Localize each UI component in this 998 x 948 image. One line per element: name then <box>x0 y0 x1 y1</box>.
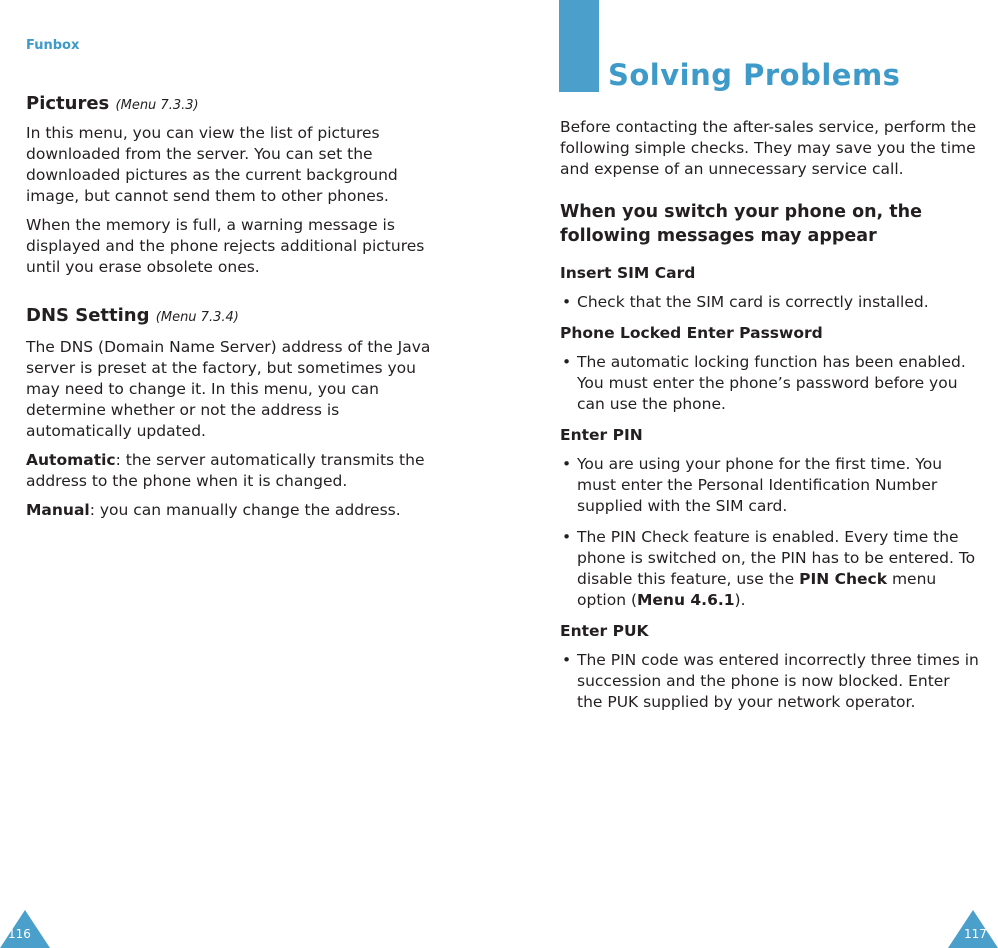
dns-manual <box>26 500 446 521</box>
bullet-text: The PIN code was entered incorrectly three times in succession and the phone is now blocked. Enter the PUK supplied by your network operator. <box>577 651 979 711</box>
bullet-text: Check that the SIM card is correctly installed. <box>577 293 929 311</box>
right-page <box>560 0 980 948</box>
dns-para-1: The DNS (Domain Name Server) address of the Java server is preset at the factory, but sometimes you may need to change it. In this menu, you can determine whether or not the address is automatically updated. <box>26 338 431 440</box>
dns-title <box>26 305 446 326</box>
bullet-text-pre: The PIN Check feature is enabled. Every time the phone is switched on, the PIN has to be entered. To disable this feature, use the <box>577 528 976 588</box>
page-number-right <box>946 908 998 948</box>
chapter-title: Solving Problems <box>608 58 901 92</box>
bullet-text-post: ). <box>734 591 746 609</box>
page-number-left-text: 116 <box>8 927 31 941</box>
sub-heading: When you switch your phone on, the following messages may appear <box>560 202 922 246</box>
dns-menu-ref: (Menu 7.3.4) <box>155 310 239 325</box>
right-content <box>560 117 980 713</box>
pictures-title <box>26 93 446 114</box>
menu-ref: Menu 4.6.1 <box>637 591 735 609</box>
bullet-dot: • <box>562 293 572 311</box>
bullet-pin-1 <box>560 454 980 517</box>
page-number-right-text: 117 <box>964 927 987 941</box>
dns-automatic <box>26 450 446 492</box>
bullet-dot: • <box>562 353 572 371</box>
bullet-dot: • <box>562 528 572 546</box>
pictures-para-2: When the memory is full, a warning message is displayed and the phone rejects additional pictures until you erase obsolete ones. <box>26 216 425 276</box>
item-heading-pin: Enter PIN <box>560 426 643 444</box>
item-heading-sim: Insert SIM Card <box>560 264 696 282</box>
manual-label: Manual <box>26 501 90 519</box>
bullet-dot: • <box>562 651 572 669</box>
pictures-title-text: Pictures <box>26 93 110 114</box>
chapter-title-bar <box>559 0 599 92</box>
page-number-left <box>0 908 52 948</box>
dns-section <box>26 305 446 521</box>
item-heading-puk: Enter PUK <box>560 622 649 640</box>
running-head: Funbox <box>26 38 80 53</box>
manual-text: : you can manually change the address. <box>89 501 401 519</box>
bullet-sim-1 <box>560 292 980 313</box>
left-page <box>26 0 446 948</box>
pictures-para-1: In this menu, you can view the list of pictures downloaded from the server. You can set the downloaded pictures as the current background image, but cannot send them to other phones. <box>26 124 398 205</box>
bullet-puk-1 <box>560 650 980 713</box>
intro-paragraph: Before contacting the after-sales service, perform the following simple checks. They may save you the time and expense of an unnecessary service call. <box>560 118 977 178</box>
automatic-label: Automatic <box>26 451 116 469</box>
automatic-text: : the server automatically transmits the address to the phone when it is changed. <box>26 451 425 490</box>
bullet-text: You are using your phone for the first time. You must enter the Personal Identification Number supplied with the SIM card. <box>577 455 943 515</box>
pin-check-ref: PIN Check <box>799 570 888 588</box>
bullet-dot: • <box>562 455 572 473</box>
bullet-text-mid: menu option ( <box>577 570 937 609</box>
bullet-pin-2 <box>560 527 980 611</box>
bullet-text: The automatic locking function has been enabled. You must enter the phone’s password before you can use the phone. <box>577 353 966 413</box>
dns-title-text: DNS Setting <box>26 305 150 326</box>
pictures-section <box>26 93 446 278</box>
pictures-menu-ref: (Menu 7.3.3) <box>115 98 199 113</box>
item-heading-locked: Phone Locked Enter Password <box>560 324 823 342</box>
bullet-locked-1 <box>560 352 980 415</box>
